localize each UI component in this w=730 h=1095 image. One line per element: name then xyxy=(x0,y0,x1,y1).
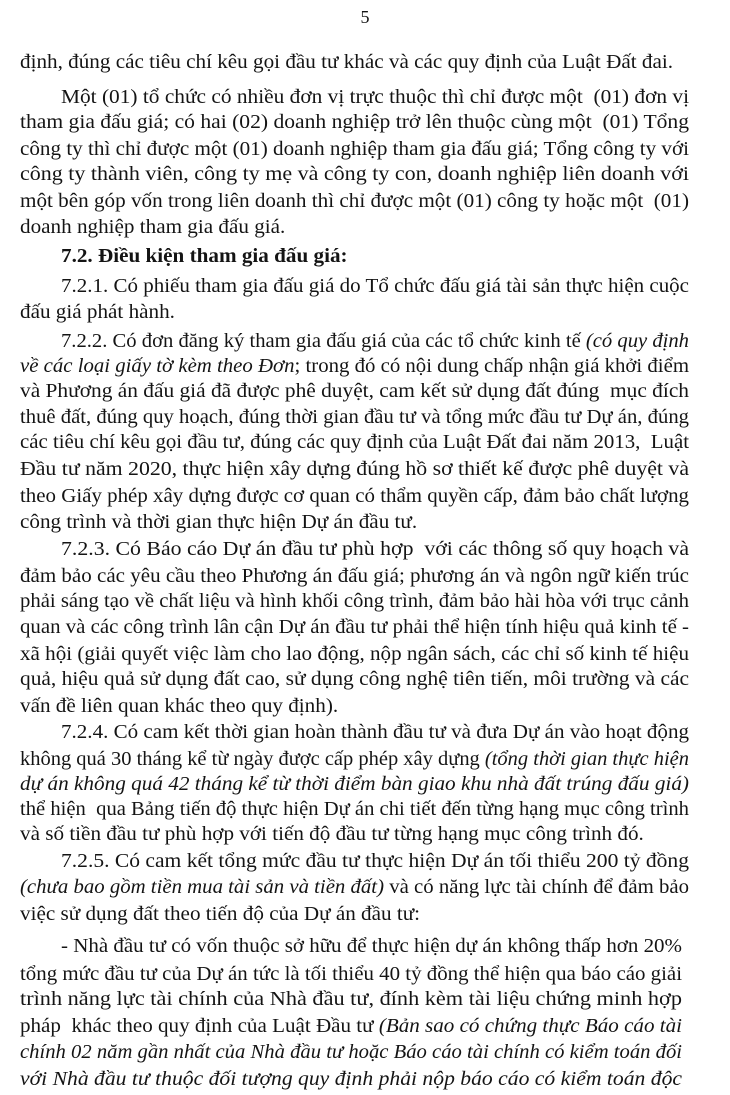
text-segment: quan và các công trình lân cận Dự án đầu tư phải thể hiện tính hiệu quả kinh tế - xyxy=(20,617,689,638)
text-segment: ; trong đó có nội dung chấp nhận giá khởi điểm xyxy=(294,356,689,377)
text-line xyxy=(20,747,689,773)
section-heading xyxy=(61,244,348,270)
text-line xyxy=(20,797,689,823)
text-line xyxy=(20,564,689,590)
text-line xyxy=(20,615,689,641)
text-line xyxy=(61,849,689,875)
text-line xyxy=(20,137,689,163)
italic-text: chính 02 năm gần nhất của Nhà đầu tư hoặc Báo cáo tài chính có kiểm toán đối xyxy=(20,1042,682,1063)
text-segment: và có năng lực tài chính để đảm bảo xyxy=(383,877,689,898)
text-line xyxy=(20,300,175,326)
italic-text: về các loại giấy tờ kèm theo Đơn xyxy=(20,356,295,377)
text-line xyxy=(20,875,689,901)
text-line xyxy=(20,642,689,668)
text-segment: công ty thành viên, công ty mẹ và công ty con, doanh nghiệp liên doanh với xyxy=(20,164,689,185)
text-line xyxy=(20,510,417,536)
text-segment: doanh nghiệp tham gia đấu giá. xyxy=(20,217,286,238)
italic-text: (Bản sao có chứng thực Báo cáo tài xyxy=(378,1016,682,1037)
text-line xyxy=(20,822,644,848)
text-line xyxy=(20,50,673,76)
text-segment: và Phương án đấu giá đã được phê duyệt, cam kết sử dụng đất đúng mục đích xyxy=(20,381,689,402)
text-line xyxy=(20,902,420,928)
text-segment: phải sáng tạo về chất liệu và hình khối công trình, đảm bảo hài hòa với trục cảnh xyxy=(20,591,689,612)
text-segment: việc sử dụng đất theo tiến độ của Dự án đầu tư: xyxy=(20,904,421,925)
text-segment: 7.2.4. Có cam kết thời gian hoàn thành đầu tư và đưa Dự án vào hoạt động xyxy=(61,722,689,743)
text-segment: thể hiện qua Bảng tiến độ thực hiện Dự án chi tiết đến từng hạng mục công trình xyxy=(20,799,689,820)
text-line xyxy=(20,484,689,510)
text-line xyxy=(61,720,689,746)
text-line xyxy=(20,162,689,188)
text-line xyxy=(20,189,689,215)
text-segment: một bên góp vốn trong liên doanh thì chỉ được một (01) công ty hoặc một (01) xyxy=(20,191,689,212)
text-segment: thuê đất, đúng quy hoạch, đúng thời gian đầu tư và tổng mức đầu tư Dự án, đúng xyxy=(20,407,689,428)
text-segment: vấn đề liên quan khác theo quy định). xyxy=(20,696,339,717)
text-line xyxy=(20,694,338,720)
text-segment: xã hội (giải quyết việc làm cho lao động, nộp ngân sách, các chỉ số kinh tế hiệu xyxy=(20,644,689,665)
text-line xyxy=(20,405,689,431)
text-line xyxy=(20,457,689,483)
text-segment: công trình và thời gian thực hiện Dự án đầu tư. xyxy=(20,512,418,533)
text-line xyxy=(20,667,689,693)
text-line xyxy=(61,274,689,300)
text-segment: và số tiền đầu tư phù hợp với tiến độ đầu tư từng hạng mục công trình đó. xyxy=(20,824,644,845)
text-segment: các tiêu chí kêu gọi đầu tư, đúng các quy định của Luật Đất đai năm 2013, Luật xyxy=(20,432,689,453)
text-line xyxy=(20,379,689,405)
text-line xyxy=(20,215,285,241)
text-line xyxy=(20,1040,682,1066)
text-line xyxy=(20,962,682,988)
text-segment: tổng mức đầu tư của Dự án tức là tối thiểu 40 tỷ đồng thể hiện qua báo cáo giải xyxy=(20,964,683,985)
text-segment: 7.2.5. Có cam kết tổng mức đầu tư thực hiện Dự án tối thiểu 200 tỷ đồng xyxy=(61,851,689,872)
page-number: 5 xyxy=(360,7,370,27)
text-line xyxy=(61,537,689,563)
text-segment: định, đúng các tiêu chí kêu gọi đầu tư khác và các quy định của Luật Đất đai. xyxy=(20,52,673,73)
text-line xyxy=(20,589,689,615)
text-segment: 7.2.3. Có Báo cáo Dự án đầu tư phù hợp với các thông số quy hoạch và xyxy=(61,539,689,560)
text-segment: Đầu tư năm 2020, thực hiện xây dựng đúng hồ sơ thiết kế được phê duyệt và xyxy=(20,459,689,480)
text-segment: theo Giấy phép xây dựng được cơ quan có thẩm quyền cấp, đảm bảo chất lượng xyxy=(20,486,689,507)
text-line xyxy=(20,354,689,380)
text-segment: - Nhà đầu tư có vốn thuộc sở hữu để thực hiện dự án không thấp hơn 20% xyxy=(61,936,682,957)
text-line xyxy=(20,1067,682,1093)
text-segment: tham gia đấu giá; có hai (02) doanh nghiệp trở lên thuộc cùng một (01) Tổng xyxy=(20,112,689,133)
text-segment: 7.2.1. Có phiếu tham gia đấu giá do Tổ chức đấu giá tài sản thực hiện cuộc xyxy=(61,276,689,297)
text-line xyxy=(61,934,682,960)
text-segment: Một (01) tổ chức có nhiều đơn vị trực thuộc thì chỉ được một (01) đơn vị xyxy=(61,87,689,108)
italic-text: với Nhà đầu tư thuộc đối tượng quy định phải nộp báo cáo có kiểm toán độc xyxy=(20,1069,682,1090)
text-segment: 7.2. Điều kiện tham gia đấu giá: xyxy=(61,246,348,267)
text-segment: không quá 30 tháng kể từ ngày được cấp phép xây dựng xyxy=(20,749,485,770)
text-line xyxy=(20,1014,682,1040)
italic-text: (chưa bao gồm tiền mua tài sản và tiền đất) xyxy=(20,877,384,898)
text-segment: công ty thì chỉ được một (01) doanh nghiệp tham gia đấu giá; Tổng công ty với xyxy=(20,139,689,160)
text-line xyxy=(20,110,689,136)
text-segment: quả, hiệu quả sử dụng đất cao, sử dụng công nghệ tiên tiến, môi trường và các xyxy=(20,669,689,690)
text-line xyxy=(20,987,682,1013)
text-line xyxy=(20,772,689,798)
italic-text: (có quy định xyxy=(585,331,689,352)
italic-text: dự án không quá 42 tháng kể từ thời điểm bàn giao khu nhà đất trúng đấu giá) xyxy=(20,774,689,795)
text-line xyxy=(61,329,689,355)
text-line xyxy=(61,85,689,111)
italic-text: (tổng thời gian thực hiện xyxy=(484,749,689,770)
text-segment: pháp khác theo quy định của Luật Đầu tư xyxy=(20,1016,379,1037)
text-segment: đảm bảo các yêu cầu theo Phương án đấu giá; phương án và ngôn ngữ kiến trúc xyxy=(20,566,689,587)
text-line xyxy=(20,430,689,456)
text-segment: 7.2.2. Có đơn đăng ký tham gia đấu giá của các tổ chức kinh tế xyxy=(61,331,586,352)
text-segment: đấu giá phát hành. xyxy=(20,302,175,323)
text-segment: trình năng lực tài chính của Nhà đầu tư, đính kèm tài liệu chứng minh hợp xyxy=(20,989,682,1010)
